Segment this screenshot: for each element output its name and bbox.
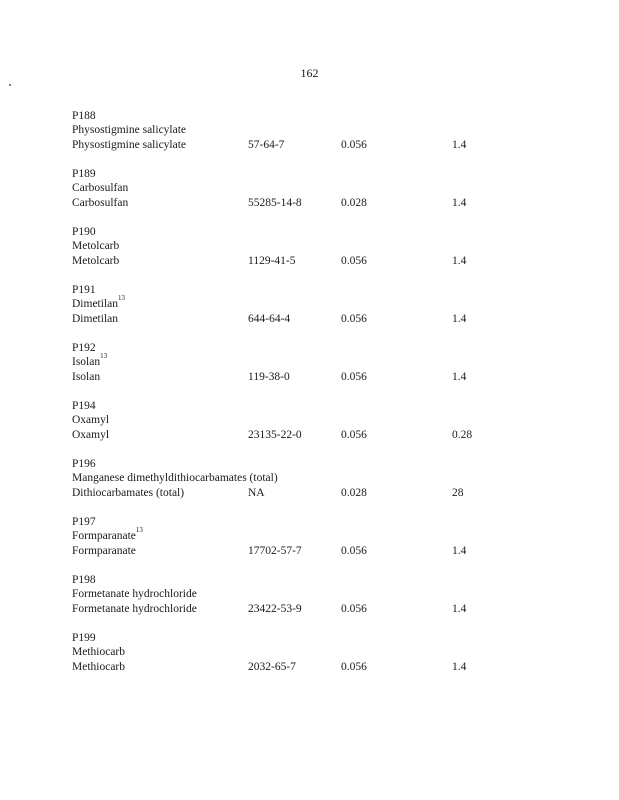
- entry-header: [72, 123, 186, 137]
- entry-header-text: Formparanate: [72, 530, 136, 542]
- wastewater-value: 0.056: [341, 603, 367, 615]
- constituent-name: Dimetilan: [72, 313, 118, 325]
- cas-number: NA: [248, 487, 265, 499]
- cas-number: 2032-65-7: [248, 661, 296, 673]
- list-item: [72, 109, 592, 167]
- wastewater-value: 0.056: [341, 429, 367, 441]
- constituent-name: Metolcarb: [72, 255, 120, 267]
- list-item: [72, 631, 592, 689]
- waste-code: P189: [72, 168, 96, 180]
- list-item: [72, 457, 592, 515]
- wastewater-value: 0.056: [341, 371, 367, 383]
- entry-header: [72, 294, 125, 311]
- constituent-name: Formparanate: [72, 545, 136, 557]
- nonwastewater-value: 0.28: [452, 429, 473, 441]
- constituent-row: [72, 370, 592, 384]
- entry-header: [72, 181, 128, 195]
- entry-header-text: Oxamyl: [72, 414, 110, 426]
- constituent-row: [72, 196, 592, 210]
- constituent-row: [72, 544, 592, 558]
- entry-header-text: Carbosulfan: [72, 182, 129, 194]
- nonwastewater-value: 1.4: [452, 371, 467, 383]
- wastewater-value: 0.056: [341, 545, 367, 557]
- entry-header-text: Physostigmine salicylate: [72, 124, 187, 136]
- nonwastewater-value: 1.4: [452, 255, 467, 267]
- constituent-name: Oxamyl: [72, 429, 110, 441]
- footnote-ref: 13: [100, 352, 108, 360]
- waste-code-list: [72, 109, 592, 689]
- entry-header-text: Manganese dimethyldithiocarbamates (total): [72, 472, 278, 484]
- wastewater-value: 0.056: [341, 139, 367, 151]
- wastewater-value: 0.056: [341, 661, 367, 673]
- constituent-row: [72, 602, 592, 616]
- waste-code: P199: [72, 632, 96, 644]
- nonwastewater-value: 1.4: [452, 313, 467, 325]
- constituent-row: [72, 312, 592, 326]
- nonwastewater-value: 1.4: [452, 603, 467, 615]
- cas-number: 23422-53-9: [248, 603, 302, 615]
- wastewater-value: 0.028: [341, 197, 367, 209]
- cas-number: 17702-57-7: [248, 545, 302, 557]
- constituent-row: [72, 138, 592, 152]
- entry-header: [72, 239, 119, 253]
- entry-header: [72, 413, 109, 427]
- cas-number: 57-64-7: [248, 139, 285, 151]
- constituent-name: Carbosulfan: [72, 197, 129, 209]
- nonwastewater-value: 1.4: [452, 139, 467, 151]
- constituent-row: [72, 428, 592, 442]
- entry-header: [72, 526, 143, 543]
- cas-number: 1129-41-5: [248, 255, 296, 267]
- list-item: [72, 515, 592, 573]
- cas-number: 55285-14-8: [248, 197, 302, 209]
- list-item: [72, 167, 592, 225]
- scan-speck: [9, 84, 11, 86]
- nonwastewater-value: 1.4: [452, 661, 467, 673]
- nonwastewater-value: 1.4: [452, 545, 467, 557]
- waste-code: P188: [72, 110, 96, 122]
- entry-header-text: Dimetilan: [72, 298, 118, 310]
- wastewater-value: 0.056: [341, 313, 367, 325]
- constituent-row: [72, 660, 592, 674]
- entry-header-text: Methiocarb: [72, 646, 126, 658]
- cas-number: 119-38-0: [248, 371, 290, 383]
- constituent-name: Isolan: [72, 371, 101, 383]
- nonwastewater-value: 28: [452, 487, 464, 499]
- constituent-name: Physostigmine salicylate: [72, 139, 187, 151]
- waste-code: P197: [72, 516, 96, 528]
- entry-header-text: Isolan: [72, 356, 101, 368]
- constituent-name: Formetanate hydrochloride: [72, 603, 197, 615]
- entry-header: [72, 587, 197, 601]
- list-item: [72, 283, 592, 341]
- list-item: [72, 573, 592, 631]
- entry-header: [72, 471, 278, 485]
- cas-number: 23135-22-0: [248, 429, 302, 441]
- entry-header: [72, 352, 108, 369]
- entry-header: [72, 645, 125, 659]
- waste-code: P196: [72, 458, 96, 470]
- page-number: 162: [300, 66, 319, 80]
- constituent-row: [72, 486, 592, 500]
- waste-code: P198: [72, 574, 96, 586]
- constituent-name: Methiocarb: [72, 661, 126, 673]
- wastewater-value: 0.028: [341, 487, 367, 499]
- entry-header-text: Metolcarb: [72, 240, 120, 252]
- cas-number: 644-64-4: [248, 313, 291, 325]
- waste-code: P192: [72, 342, 96, 354]
- nonwastewater-value: 1.4: [452, 197, 467, 209]
- wastewater-value: 0.056: [341, 255, 367, 267]
- entry-header-text: Formetanate hydrochloride: [72, 588, 197, 600]
- footnote-ref: 13: [135, 526, 143, 534]
- footnote-ref: 13: [118, 294, 125, 302]
- list-item: [72, 399, 592, 457]
- waste-code: P190: [72, 226, 96, 238]
- waste-code: P194: [72, 400, 96, 412]
- list-item: [72, 341, 592, 399]
- waste-code: P191: [72, 284, 96, 296]
- constituent-row: [72, 254, 592, 268]
- constituent-name: Dithiocarbamates (total): [72, 487, 185, 499]
- list-item: [72, 225, 592, 283]
